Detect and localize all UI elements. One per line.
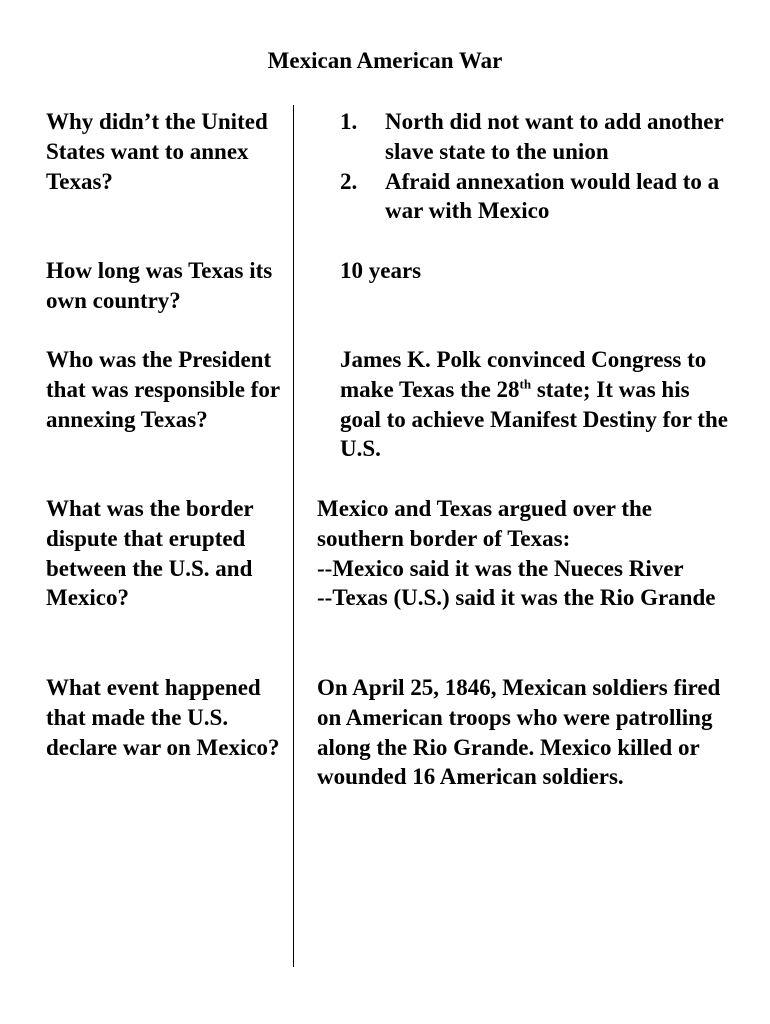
answer-list-item xyxy=(340,107,730,167)
answer-texas-country: 10 years xyxy=(340,258,422,283)
answer-list-item xyxy=(340,167,730,227)
answer-border-dispute xyxy=(317,494,737,613)
answer-declare-war: On April 25, 1846, Mexican soldiers fired on American troops who were patrolling along the Rio Grande. Mexico killed or wounded 16 American soldiers. xyxy=(317,675,721,790)
page-title: Mexican American War xyxy=(267,48,503,73)
answer-line: --Mexico said it was the Nueces River xyxy=(317,555,684,581)
question-declare-war: What event happened that made the U.S. declare war on Mexico? xyxy=(46,675,280,760)
list-number: 2. xyxy=(340,168,358,194)
list-number: 1. xyxy=(340,109,358,134)
answer-president xyxy=(340,345,730,464)
answer-text: state; It was his goal to achieve Manifest Destiny for the U.S. xyxy=(340,376,728,462)
question-texas-country: How long was Texas its own country? xyxy=(46,258,273,313)
answer-line: Mexico and Texas argued over the southern border of Texas: xyxy=(317,496,652,551)
answer-annex-texas xyxy=(340,107,730,226)
list-text: North did not want to add another slave state to the union xyxy=(385,109,724,164)
column-divider xyxy=(293,105,294,967)
question-border-dispute: What was the border dispute that erupted between the U.S. and Mexico? xyxy=(46,496,254,611)
list-text: Afraid annexation would lead to a war with Mexico xyxy=(385,168,720,224)
question-annex-texas: Why didn’t the United States want to annex Texas? xyxy=(46,109,268,194)
answer-text: James K. Polk convinced Congress to make Texas the 28 xyxy=(340,347,707,402)
question-president: Who was the President that was responsible for annexing Texas? xyxy=(46,347,280,432)
answer-line: --Texas (U.S.) said it was the Rio Grande xyxy=(317,585,716,611)
ordinal-suffix: th xyxy=(519,376,532,392)
